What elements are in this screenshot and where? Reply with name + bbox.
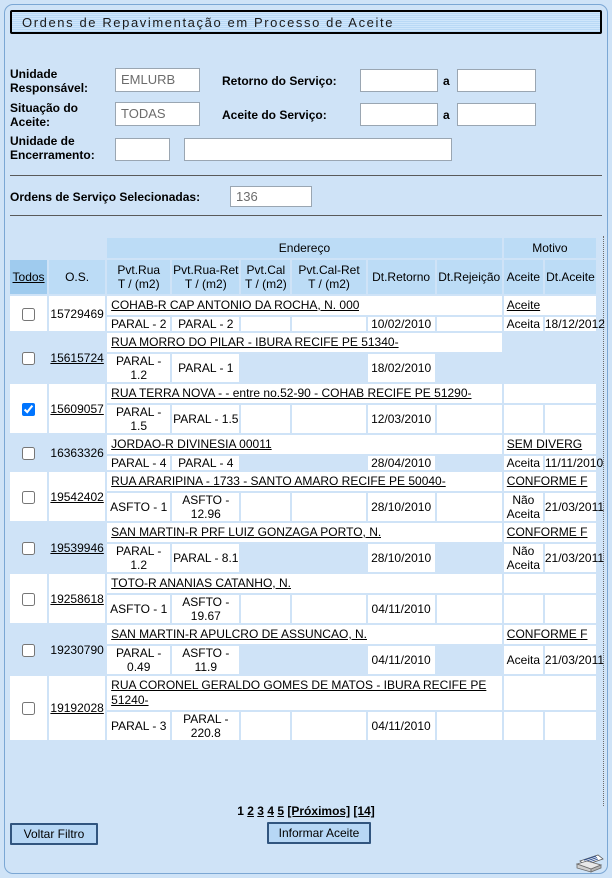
table-body <box>9 295 605 741</box>
pvt-cal-cell <box>240 492 291 522</box>
retorno-servico-to-input[interactable] <box>457 69 536 92</box>
pagination-last-link[interactable]: [14] <box>353 804 375 818</box>
order-number-text: 16363326 <box>50 445 104 460</box>
row-checkbox[interactable] <box>22 403 35 416</box>
pagination-page-link[interactable]: 3 <box>257 804 264 818</box>
row-select-cell[interactable] <box>9 332 48 383</box>
printer-icon[interactable] <box>573 850 605 874</box>
pagination-current: 1 <box>237 804 244 818</box>
header-pvt-rua-line1: Pvt.Rua <box>117 263 161 277</box>
unidade-encerramento-name-input[interactable] <box>184 138 452 161</box>
voltar-filtro-button[interactable]: Voltar Filtro <box>10 823 98 845</box>
retorno-range-separator: a <box>443 74 450 88</box>
dt-retorno-cell: 04/11/2010 <box>367 594 436 624</box>
unidade-encerramento-label: Unidade de Encerramento: <box>10 134 95 162</box>
dt-retorno-cell: 04/11/2010 <box>367 645 436 675</box>
address-cell[interactable] <box>106 383 503 404</box>
order-number-cell[interactable] <box>48 522 106 573</box>
order-number-cell <box>48 295 106 332</box>
row-checkbox[interactable] <box>22 542 35 555</box>
table-header-row <box>9 259 597 295</box>
address-text: RUA TERRA NOVA - - entre no.52-90 - COHAB RECIFE PE 51290- <box>111 386 472 400</box>
pvt-cal-cell <box>240 543 291 573</box>
motivo-cell <box>503 675 597 711</box>
unidade-responsavel-label: Unidade Responsável: <box>10 67 89 95</box>
divider-bottom <box>10 215 602 216</box>
unidade-responsavel-field[interactable]: EMLURB <box>115 68 200 92</box>
motivo-cell <box>503 383 597 404</box>
motivo-cell <box>503 573 597 594</box>
pvt-rua-ret-cell: PARAL - 8.1 <box>171 543 240 573</box>
row-select-cell[interactable] <box>9 434 48 471</box>
aceite-cell <box>503 404 544 434</box>
dt-rejeicao-cell <box>436 711 503 741</box>
row-checkbox[interactable] <box>22 352 35 365</box>
order-number-cell[interactable] <box>48 383 106 434</box>
row-select-cell[interactable] <box>9 471 48 522</box>
table-row <box>9 471 597 492</box>
header-dt-retorno: Dt.Retorno <box>367 259 436 295</box>
header-pvt-cal-ret-line1: Pvt.Cal-Ret <box>298 263 360 277</box>
pagination <box>0 804 612 818</box>
situacao-aceite-label: Situação do Aceite: <box>10 101 79 129</box>
pvt-cal-cell <box>240 353 291 383</box>
pvt-rua-ret-cell: ASFTO - 19.67 <box>171 594 240 624</box>
pagination-page-link[interactable]: 4 <box>267 804 275 818</box>
dt-aceite-cell <box>544 353 597 383</box>
pvt-cal-ret-cell <box>291 316 366 332</box>
pvt-cal-ret-cell <box>291 543 366 573</box>
aceite-cell: Aceita <box>503 645 544 675</box>
dt-rejeicao-cell <box>436 492 503 522</box>
row-checkbox[interactable] <box>22 308 35 321</box>
motivo-cell[interactable] <box>503 471 597 492</box>
pvt-rua-ret-cell: PARAL - 2 <box>171 316 240 332</box>
address-text: RUA MORRO DO PILAR - IBURA RECIFE PE 51340- <box>107 333 502 352</box>
order-number-cell <box>48 434 106 471</box>
pvt-cal-cell <box>240 711 291 741</box>
redacted-block <box>381 526 423 538</box>
selected-count-label: Ordens de Serviço Selecionadas: <box>10 190 201 204</box>
retorno-servico-from-input[interactable] <box>360 69 438 92</box>
order-number-cell[interactable] <box>48 332 106 383</box>
address-text: COHAB-R CAP ANTONIO DA ROCHA, N. 000 <box>107 296 502 315</box>
motivo-text: CONFORME F <box>506 627 588 641</box>
address-text: SAN MARTIN-R PRF LUIZ GONZAGA PORTO, N. <box>107 523 502 542</box>
pvt-rua-cell: PARAL - 0.49 <box>106 645 171 675</box>
selected-count-field: 136 <box>230 186 312 207</box>
order-number-link[interactable]: 15615724 <box>50 350 104 365</box>
dt-aceite-cell: 21/03/2011 <box>544 492 597 522</box>
dt-rejeicao-cell <box>436 353 503 383</box>
pvt-cal-cell <box>240 455 291 471</box>
dt-retorno-cell: 28/04/2010 <box>367 455 436 471</box>
header-pvt-rua <box>106 259 171 295</box>
dt-rejeicao-cell <box>436 543 503 573</box>
address-text: JORDAO-R DIVINESIA 00011 <box>111 437 272 451</box>
pvt-rua-cell: PARAL - 4 <box>106 455 171 471</box>
row-checkbox[interactable] <box>22 491 35 504</box>
row-select-cell[interactable] <box>9 295 48 332</box>
order-number-link[interactable]: 19539946 <box>50 540 104 555</box>
header-pvt-cal-line1: Pvt.Cal <box>246 263 286 277</box>
address-cell[interactable] <box>106 624 503 645</box>
aceite-cell: Aceita <box>503 316 544 332</box>
pvt-rua-cell: PARAL - 1.2 <box>106 543 171 573</box>
divider-top <box>10 175 602 176</box>
aceite-cell <box>503 594 544 624</box>
select-all-link[interactable]: Todos <box>12 270 45 284</box>
dt-retorno-cell: 18/02/2010 <box>367 353 436 383</box>
header-pvt-cal-ret <box>291 259 366 295</box>
order-number-link[interactable]: 19192028 <box>50 701 104 715</box>
redacted-block <box>446 475 488 487</box>
redacted-block <box>291 577 333 589</box>
dt-rejeicao-cell <box>436 594 503 624</box>
aceite-cell <box>503 711 544 741</box>
dt-aceite-cell <box>544 711 597 741</box>
dt-retorno-cell: 04/11/2010 <box>367 711 436 741</box>
header-pvt-rua-line2: T / (m2) <box>117 277 160 291</box>
pvt-rua-cell: ASFTO - 1 <box>106 492 171 522</box>
pagination-links <box>244 804 284 818</box>
dt-aceite-cell: 11/11/2010 <box>544 456 604 470</box>
pvt-rua-ret-cell: PARAL - 4 <box>171 455 240 471</box>
motivo-cell[interactable] <box>503 522 597 543</box>
table-row <box>9 434 597 455</box>
aceite-servico-to-input[interactable] <box>457 103 536 126</box>
order-number-link[interactable]: 19258618 <box>50 591 104 606</box>
header-pvt-rua-ret-line2: T / (m2) <box>184 277 227 291</box>
table-row <box>9 573 597 594</box>
pvt-rua-cell: ASFTO - 1 <box>106 594 171 624</box>
aceite-range-separator: a <box>443 108 450 122</box>
address-text: RUA CORONEL GERALDO GOMES DE MATOS - IBURA RECIFE PE 51240- <box>111 678 487 707</box>
pvt-cal-cell <box>240 645 291 675</box>
pvt-cal-cell <box>240 594 291 624</box>
aceite-cell: Aceita <box>503 455 544 471</box>
pvt-rua-ret-cell: PARAL - 220.8 <box>171 711 240 741</box>
retorno-servico-label: Retorno do Serviço: <box>222 74 337 88</box>
header-spacer-os <box>48 237 106 259</box>
pvt-cal-ret-cell <box>291 404 366 434</box>
pvt-cal-ret-cell <box>291 455 366 471</box>
redacted-block <box>149 694 191 706</box>
motivo-text: CONFORME F <box>506 525 588 539</box>
pvt-cal-cell <box>240 316 291 332</box>
table-row <box>9 624 597 645</box>
address-cell[interactable] <box>106 332 503 353</box>
motivo-text: SEM DIVERG <box>506 437 583 451</box>
motivo-cell[interactable] <box>503 624 597 645</box>
unidade-encerramento-code-input[interactable] <box>115 138 170 161</box>
order-number-cell[interactable] <box>48 573 106 624</box>
dt-aceite-cell: 18/12/2012 <box>544 317 605 331</box>
address-cell[interactable] <box>106 522 503 543</box>
aceite-cell: Não Aceita <box>503 543 544 573</box>
row-select-cell[interactable] <box>9 624 48 675</box>
dt-aceite-cell <box>544 594 597 624</box>
header-pvt-cal-line2: T / (m2) <box>245 277 287 291</box>
motivo-text: CONFORME F <box>506 474 588 488</box>
aceite-cell: Não Aceita <box>503 492 544 522</box>
orders-table-container <box>8 236 604 806</box>
dt-retorno-cell: 10/02/2010 <box>367 316 436 332</box>
pvt-cal-cell <box>240 404 291 434</box>
dt-rejeicao-cell <box>436 316 503 332</box>
pvt-cal-ret-cell <box>291 594 366 624</box>
table-group-header-row <box>9 237 597 259</box>
row-select-cell[interactable] <box>9 573 48 624</box>
pagination-next-link[interactable]: [Próximos] <box>287 804 351 818</box>
row-select-cell[interactable] <box>9 522 48 573</box>
dt-rejeicao-cell <box>436 404 503 434</box>
pvt-cal-ret-cell <box>291 711 366 741</box>
header-os: O.S. <box>48 259 106 295</box>
pvt-rua-cell: PARAL - 2 <box>106 316 171 332</box>
order-number-cell[interactable] <box>48 675 106 741</box>
dt-retorno-cell: 12/03/2010 <box>367 404 436 434</box>
redacted-block <box>359 299 401 311</box>
page-title: Ordens de Repavimentação em Processo de Aceite <box>22 15 395 30</box>
window-title-bar <box>10 10 602 34</box>
situacao-aceite-field[interactable]: TODAS <box>115 102 200 126</box>
dt-retorno-cell: 28/10/2010 <box>367 492 436 522</box>
pagination-page-link[interactable]: 2 <box>247 804 254 818</box>
orders-table <box>8 236 605 742</box>
address-cell[interactable] <box>106 295 503 316</box>
table-row <box>9 332 597 353</box>
address-cell[interactable] <box>106 471 503 492</box>
pvt-rua-ret-cell: ASFTO - 12.96 <box>171 492 240 522</box>
pvt-cal-ret-cell <box>291 492 366 522</box>
header-aceite: Aceite <box>503 259 544 295</box>
order-number-cell <box>48 624 106 675</box>
order-number-link[interactable]: 15609057 <box>50 401 104 416</box>
address-cell[interactable] <box>106 675 503 711</box>
row-checkbox[interactable] <box>22 593 35 606</box>
header-spacer-todos <box>9 237 48 259</box>
table-row <box>9 383 597 404</box>
header-dt-aceite: Dt.Aceite <box>544 259 597 295</box>
row-select-cell[interactable] <box>9 675 48 741</box>
row-checkbox[interactable] <box>22 644 35 657</box>
address-text: SAN MARTIN-R APULCRO DE ASSUNCAO, N. <box>111 627 367 641</box>
dt-rejeicao-cell <box>436 455 503 471</box>
motivo-cell[interactable] <box>503 434 597 455</box>
header-todos[interactable] <box>9 259 48 295</box>
order-number-text: 15729469 <box>50 306 104 321</box>
motivo-text: Aceite <box>506 298 541 312</box>
table-row <box>9 295 597 316</box>
dt-aceite-cell <box>544 404 597 434</box>
header-group-endereco: Endereço <box>106 237 503 259</box>
header-pvt-rua-ret-line1: Pvt.Rua-Ret <box>173 263 239 277</box>
address-text: TOTO-R ANANIAS CATANHO, N. <box>107 574 502 593</box>
motivo-cell <box>503 332 597 353</box>
order-number-cell[interactable] <box>48 471 106 522</box>
aceite-servico-from-input[interactable] <box>360 103 438 126</box>
pvt-rua-cell: PARAL - 3 <box>106 711 171 741</box>
header-pvt-cal-ret-line2: T / (m2) <box>308 277 350 291</box>
aceite-cell <box>503 353 544 383</box>
address-cell[interactable] <box>106 434 503 455</box>
order-number-text: 19230790 <box>50 642 104 657</box>
header-dt-rejeicao: Dt.Rejeição <box>436 259 503 295</box>
dt-aceite-cell: 21/03/2011 <box>544 543 597 573</box>
redacted-block <box>399 336 441 348</box>
pagination-page-link[interactable]: 5 <box>277 804 285 818</box>
row-checkbox[interactable] <box>22 702 35 715</box>
address-cell[interactable] <box>106 573 503 594</box>
aceite-servico-label: Aceite do Serviço: <box>222 108 327 122</box>
row-select-cell[interactable] <box>9 383 48 434</box>
table-row <box>9 675 597 711</box>
pvt-cal-ret-cell <box>291 353 366 383</box>
motivo-cell[interactable] <box>503 295 597 316</box>
row-checkbox[interactable] <box>22 447 35 460</box>
order-number-link[interactable]: 19542402 <box>50 489 104 504</box>
address-text: RUA ARARIPINA - 1733 - SANTO AMARO RECIFE PE 50040- <box>107 472 502 491</box>
pvt-rua-cell: PARAL - 1.2 <box>106 353 171 383</box>
header-pvt-rua-ret <box>171 259 240 295</box>
pvt-cal-ret-cell <box>291 645 366 675</box>
header-group-motivo: Motivo <box>503 237 597 259</box>
dt-rejeicao-cell <box>436 645 503 675</box>
table-row <box>9 522 597 543</box>
pvt-rua-ret-cell: ASFTO - 11.9 <box>171 645 240 675</box>
dt-aceite-cell: 21/03/2011 <box>544 645 597 675</box>
pvt-rua-cell: PARAL - 1.5 <box>106 404 171 434</box>
pvt-rua-ret-cell: PARAL - 1.5 <box>171 404 240 434</box>
header-pvt-cal <box>240 259 291 295</box>
informar-aceite-button[interactable]: Informar Aceite <box>267 822 371 844</box>
pvt-rua-ret-cell: PARAL - 1 <box>171 353 240 383</box>
dt-retorno-cell: 28/10/2010 <box>367 543 436 573</box>
